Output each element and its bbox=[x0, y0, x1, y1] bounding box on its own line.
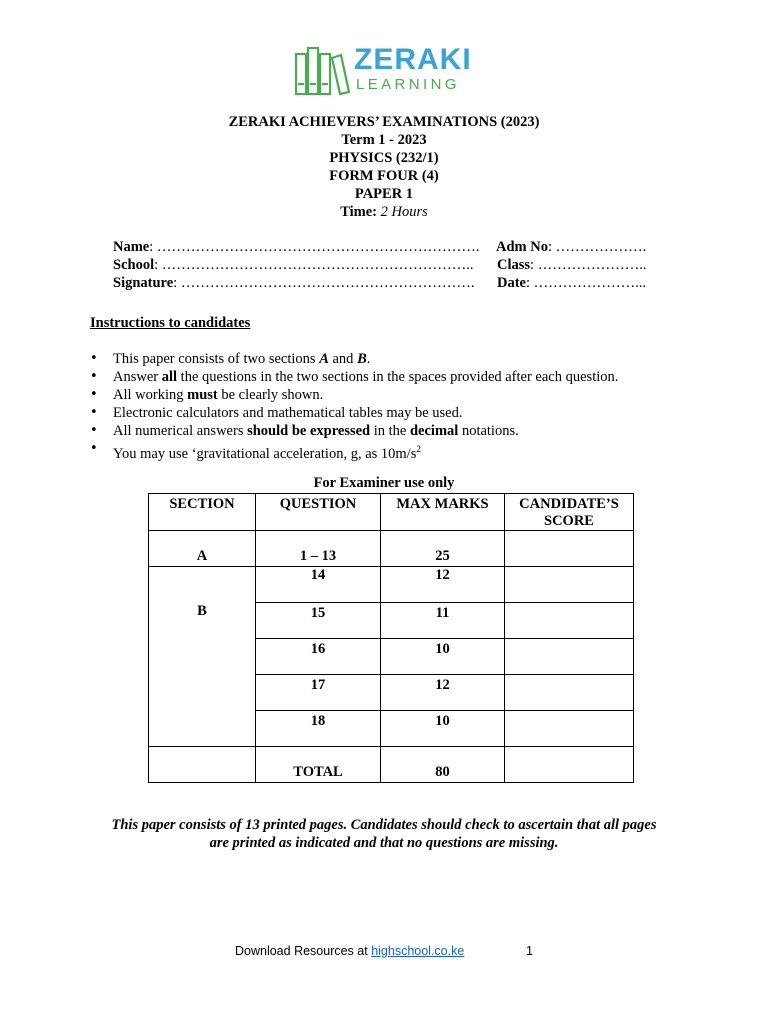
section-a: A bbox=[149, 531, 256, 567]
name-field[interactable]: : …………………………………………………………. bbox=[149, 239, 480, 255]
date-label: Date bbox=[497, 275, 526, 291]
exam-subject: PHYSICS (232/1) bbox=[329, 150, 439, 166]
marks-table bbox=[148, 493, 634, 783]
pages-note bbox=[0, 816, 768, 852]
max-marks-cell: 11 bbox=[381, 603, 505, 639]
exam-title: ZERAKI ACHIEVERS’ EXAMINATIONS (2023) bbox=[228, 114, 540, 130]
max-marks-cell: 10 bbox=[381, 639, 505, 675]
header-question: QUESTION bbox=[256, 494, 381, 531]
table-row bbox=[149, 531, 634, 567]
logo-name: ZERAKI bbox=[354, 43, 472, 76]
signature-field[interactable]: : ……………………………………………………. bbox=[173, 275, 475, 291]
table-row bbox=[149, 567, 634, 603]
score-cell[interactable] bbox=[505, 531, 634, 567]
question-cell: 16 bbox=[256, 639, 381, 675]
list-item: • Answer all the questions in the two sections in the spaces provided after each question. bbox=[90, 368, 618, 386]
total-score-cell[interactable] bbox=[505, 747, 634, 783]
pages-note-line2: are printed as indicated and that no questions are missing. bbox=[209, 835, 559, 851]
time-value: 2 Hours bbox=[380, 204, 428, 220]
instructions-title: Instructions to candidates bbox=[90, 315, 251, 331]
page-number: 1 bbox=[526, 944, 533, 958]
question-cell: 17 bbox=[256, 675, 381, 711]
max-marks-cell: 10 bbox=[381, 711, 505, 747]
question-cell: 1 – 13 bbox=[256, 531, 381, 567]
score-cell[interactable] bbox=[505, 675, 634, 711]
question-cell: 18 bbox=[256, 711, 381, 747]
school-field[interactable]: : ……………………………………………………….. bbox=[154, 257, 474, 273]
total-label: TOTAL bbox=[256, 747, 381, 783]
download-link[interactable]: highschool.co.ke bbox=[371, 944, 465, 958]
logo-subtitle: LEARNING bbox=[356, 76, 460, 93]
score-cell[interactable] bbox=[505, 639, 634, 675]
question-cell: 15 bbox=[256, 603, 381, 639]
score-cell[interactable] bbox=[505, 567, 634, 603]
list-item: • All numerical answers should be expressed in the decimal notations. bbox=[90, 422, 618, 440]
exam-paper: PAPER 1 bbox=[354, 186, 414, 202]
score-cell[interactable] bbox=[505, 711, 634, 747]
books-icon bbox=[294, 46, 350, 96]
total-row bbox=[149, 747, 634, 783]
name-label: Name bbox=[113, 239, 150, 255]
date-field[interactable]: : …………………... bbox=[526, 275, 647, 291]
exam-header bbox=[0, 113, 768, 221]
exam-time bbox=[0, 203, 768, 221]
header-max-marks: MAX MARKS bbox=[381, 494, 505, 531]
list-item: • You may use ‘gravitational acceleration, g, as $10m/s^2$ bbox=[90, 440, 618, 463]
header-section: SECTION bbox=[149, 494, 256, 531]
download-footer bbox=[235, 944, 464, 958]
class-field[interactable]: : ………………….. bbox=[530, 257, 647, 273]
examiner-title: For Examiner use only bbox=[313, 475, 455, 491]
class-label: Class bbox=[497, 257, 531, 273]
time-label: Time: bbox=[340, 204, 377, 220]
signature-label: Signature bbox=[113, 275, 174, 291]
score-cell[interactable] bbox=[505, 603, 634, 639]
list-item: • This paper consists of two sections A and B. bbox=[90, 350, 618, 368]
header-candidate-score: CANDIDATE’S SCORE bbox=[505, 494, 634, 531]
list-item: • Electronic calculators and mathematical tables may be used. bbox=[90, 404, 618, 422]
max-marks-cell: 12 bbox=[381, 567, 505, 603]
list-item: • All working must be clearly shown. bbox=[90, 386, 618, 404]
school-label: School bbox=[113, 257, 155, 273]
pages-note-line1: This paper consists of 13 printed pages. Candidates should check to ascertain that all pages bbox=[111, 817, 657, 833]
download-text: Download Resources at bbox=[235, 944, 372, 958]
section-b: B bbox=[149, 567, 256, 747]
adm-field[interactable]: : ………………. bbox=[547, 239, 647, 255]
instructions-list bbox=[90, 350, 618, 463]
question-cell: 14 bbox=[256, 567, 381, 603]
total-empty-cell bbox=[149, 747, 256, 783]
adm-label: Adm No bbox=[496, 239, 548, 255]
max-marks-cell: 25 bbox=[381, 531, 505, 567]
table-header-row bbox=[149, 494, 634, 531]
exam-term: Term 1 - 2023 bbox=[341, 132, 427, 148]
total-max-marks: 80 bbox=[381, 747, 505, 783]
zeraki-logo bbox=[294, 44, 484, 98]
max-marks-cell: 12 bbox=[381, 675, 505, 711]
exam-form: FORM FOUR (4) bbox=[329, 168, 439, 184]
